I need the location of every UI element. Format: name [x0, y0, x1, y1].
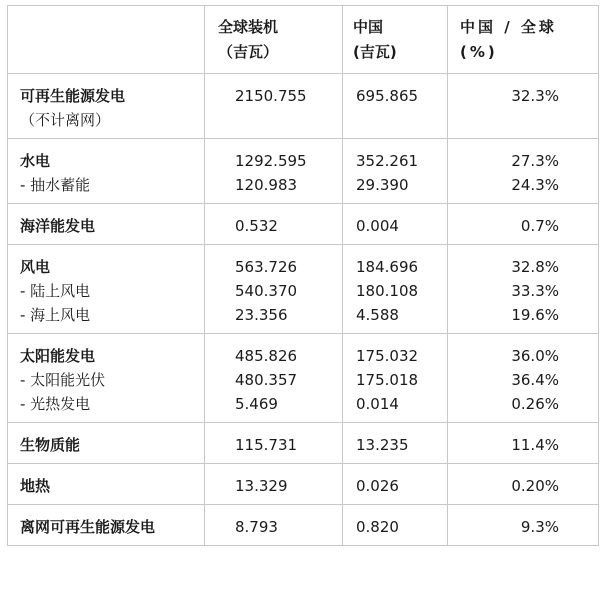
global-value: 13.329	[235, 477, 288, 495]
china-value: 0.014	[356, 395, 399, 413]
china-value: 695.865	[356, 87, 419, 105]
china-value: 0.004	[356, 217, 399, 235]
category-name: 太阳能发电	[20, 347, 96, 365]
category-cell	[8, 464, 205, 505]
global-value: 1292.595	[235, 152, 307, 170]
china-capacity-cell	[343, 334, 448, 423]
china-value: 29.390	[356, 176, 409, 194]
share-value: 36.0%	[511, 347, 559, 365]
global-value: 480.357	[235, 371, 298, 389]
header-row	[8, 6, 599, 74]
china-capacity-cell	[343, 505, 448, 546]
global-capacity-cell	[205, 74, 343, 139]
global-capacity-cell	[205, 334, 343, 423]
share-value: 9.3%	[520, 518, 559, 536]
subcategory-name: - 海上风电	[20, 306, 91, 324]
category-cell	[8, 139, 205, 204]
global-value: 8.793	[235, 518, 278, 536]
global-value: 540.370	[235, 282, 298, 300]
china-value: 352.261	[356, 152, 419, 170]
share-value: 27.3%	[511, 152, 559, 170]
subcategory-name: （不计离网）	[20, 111, 111, 129]
category-name: 风电	[20, 258, 51, 276]
table-row	[8, 334, 599, 423]
share-value: 32.8%	[511, 258, 559, 276]
header-china-capacity	[343, 6, 448, 74]
global-value: 485.826	[235, 347, 298, 365]
global-capacity-cell	[205, 204, 343, 245]
subcategory-name: - 太阳能光伏	[20, 371, 106, 389]
share-cell	[448, 245, 599, 334]
china-capacity-cell	[343, 464, 448, 505]
share-cell	[448, 204, 599, 245]
share-value: 0.26%	[511, 395, 559, 413]
header-global-capacity	[205, 6, 343, 74]
china-value: 0.026	[356, 477, 399, 495]
share-value: 32.3%	[511, 87, 559, 105]
global-value: 563.726	[235, 258, 298, 276]
category-name: 海洋能发电	[20, 217, 96, 235]
share-cell	[448, 423, 599, 464]
table-row	[8, 245, 599, 334]
header-share	[448, 6, 599, 74]
share-value: 19.6%	[511, 306, 559, 324]
share-cell	[448, 334, 599, 423]
share-cell	[448, 74, 599, 139]
header-share-title: 中国 / 全球	[460, 18, 557, 36]
share-value: 24.3%	[511, 176, 559, 194]
category-cell	[8, 423, 205, 464]
subcategory-name: - 抽水蓄能	[20, 176, 91, 194]
china-capacity-cell	[343, 204, 448, 245]
global-value: 115.731	[235, 436, 298, 454]
share-cell	[448, 505, 599, 546]
header-china-title: 中国	[353, 18, 384, 36]
header-global-title: 全球装机	[218, 18, 279, 36]
share-value: 0.20%	[511, 477, 559, 495]
china-value: 180.108	[356, 282, 419, 300]
header-share-unit: (%)	[460, 43, 498, 61]
china-value: 0.820	[356, 518, 399, 536]
china-value: 4.588	[356, 306, 399, 324]
china-capacity-cell	[343, 74, 448, 139]
global-value: 2150.755	[235, 87, 307, 105]
global-capacity-cell	[205, 139, 343, 204]
table-row	[8, 505, 599, 546]
category-cell	[8, 245, 205, 334]
china-value: 175.032	[356, 347, 419, 365]
share-value: 33.3%	[511, 282, 559, 300]
table-row	[8, 204, 599, 245]
subcategory-name: - 陆上风电	[20, 282, 91, 300]
global-value	[235, 108, 342, 132]
category-cell	[8, 505, 205, 546]
global-capacity-cell	[205, 464, 343, 505]
table-row	[8, 139, 599, 204]
share-cell	[448, 139, 599, 204]
table-row	[8, 464, 599, 505]
category-name: 离网可再生能源发电	[20, 518, 156, 536]
china-value: 13.235	[356, 436, 409, 454]
global-value: 23.356	[235, 306, 288, 324]
share-cell	[448, 464, 599, 505]
global-capacity-cell	[205, 245, 343, 334]
category-name: 水电	[20, 152, 51, 170]
share-value: 11.4%	[511, 436, 559, 454]
capacity-table	[7, 5, 599, 546]
subcategory-name: - 光热发电	[20, 395, 91, 413]
header-china-unit: (吉瓦)	[353, 43, 397, 61]
table-row	[8, 74, 599, 139]
category-cell	[8, 74, 205, 139]
share-value	[448, 108, 559, 132]
category-name: 可再生能源发电	[20, 87, 126, 105]
category-cell	[8, 334, 205, 423]
header-global-unit: （吉瓦）	[218, 43, 279, 61]
global-capacity-cell	[205, 423, 343, 464]
china-capacity-cell	[343, 245, 448, 334]
table-row	[8, 423, 599, 464]
global-value: 120.983	[235, 176, 298, 194]
share-value: 0.7%	[520, 217, 559, 235]
china-capacity-cell	[343, 423, 448, 464]
global-capacity-cell	[205, 505, 343, 546]
china-value: 175.018	[356, 371, 419, 389]
china-capacity-cell	[343, 139, 448, 204]
china-value: 184.696	[356, 258, 419, 276]
share-value: 36.4%	[511, 371, 559, 389]
category-name: 地热	[20, 477, 51, 495]
global-value: 0.532	[235, 217, 278, 235]
header-empty-cell	[8, 6, 205, 74]
category-cell	[8, 204, 205, 245]
category-name: 生物质能	[20, 436, 81, 454]
global-value: 5.469	[235, 395, 278, 413]
china-value	[356, 108, 447, 132]
